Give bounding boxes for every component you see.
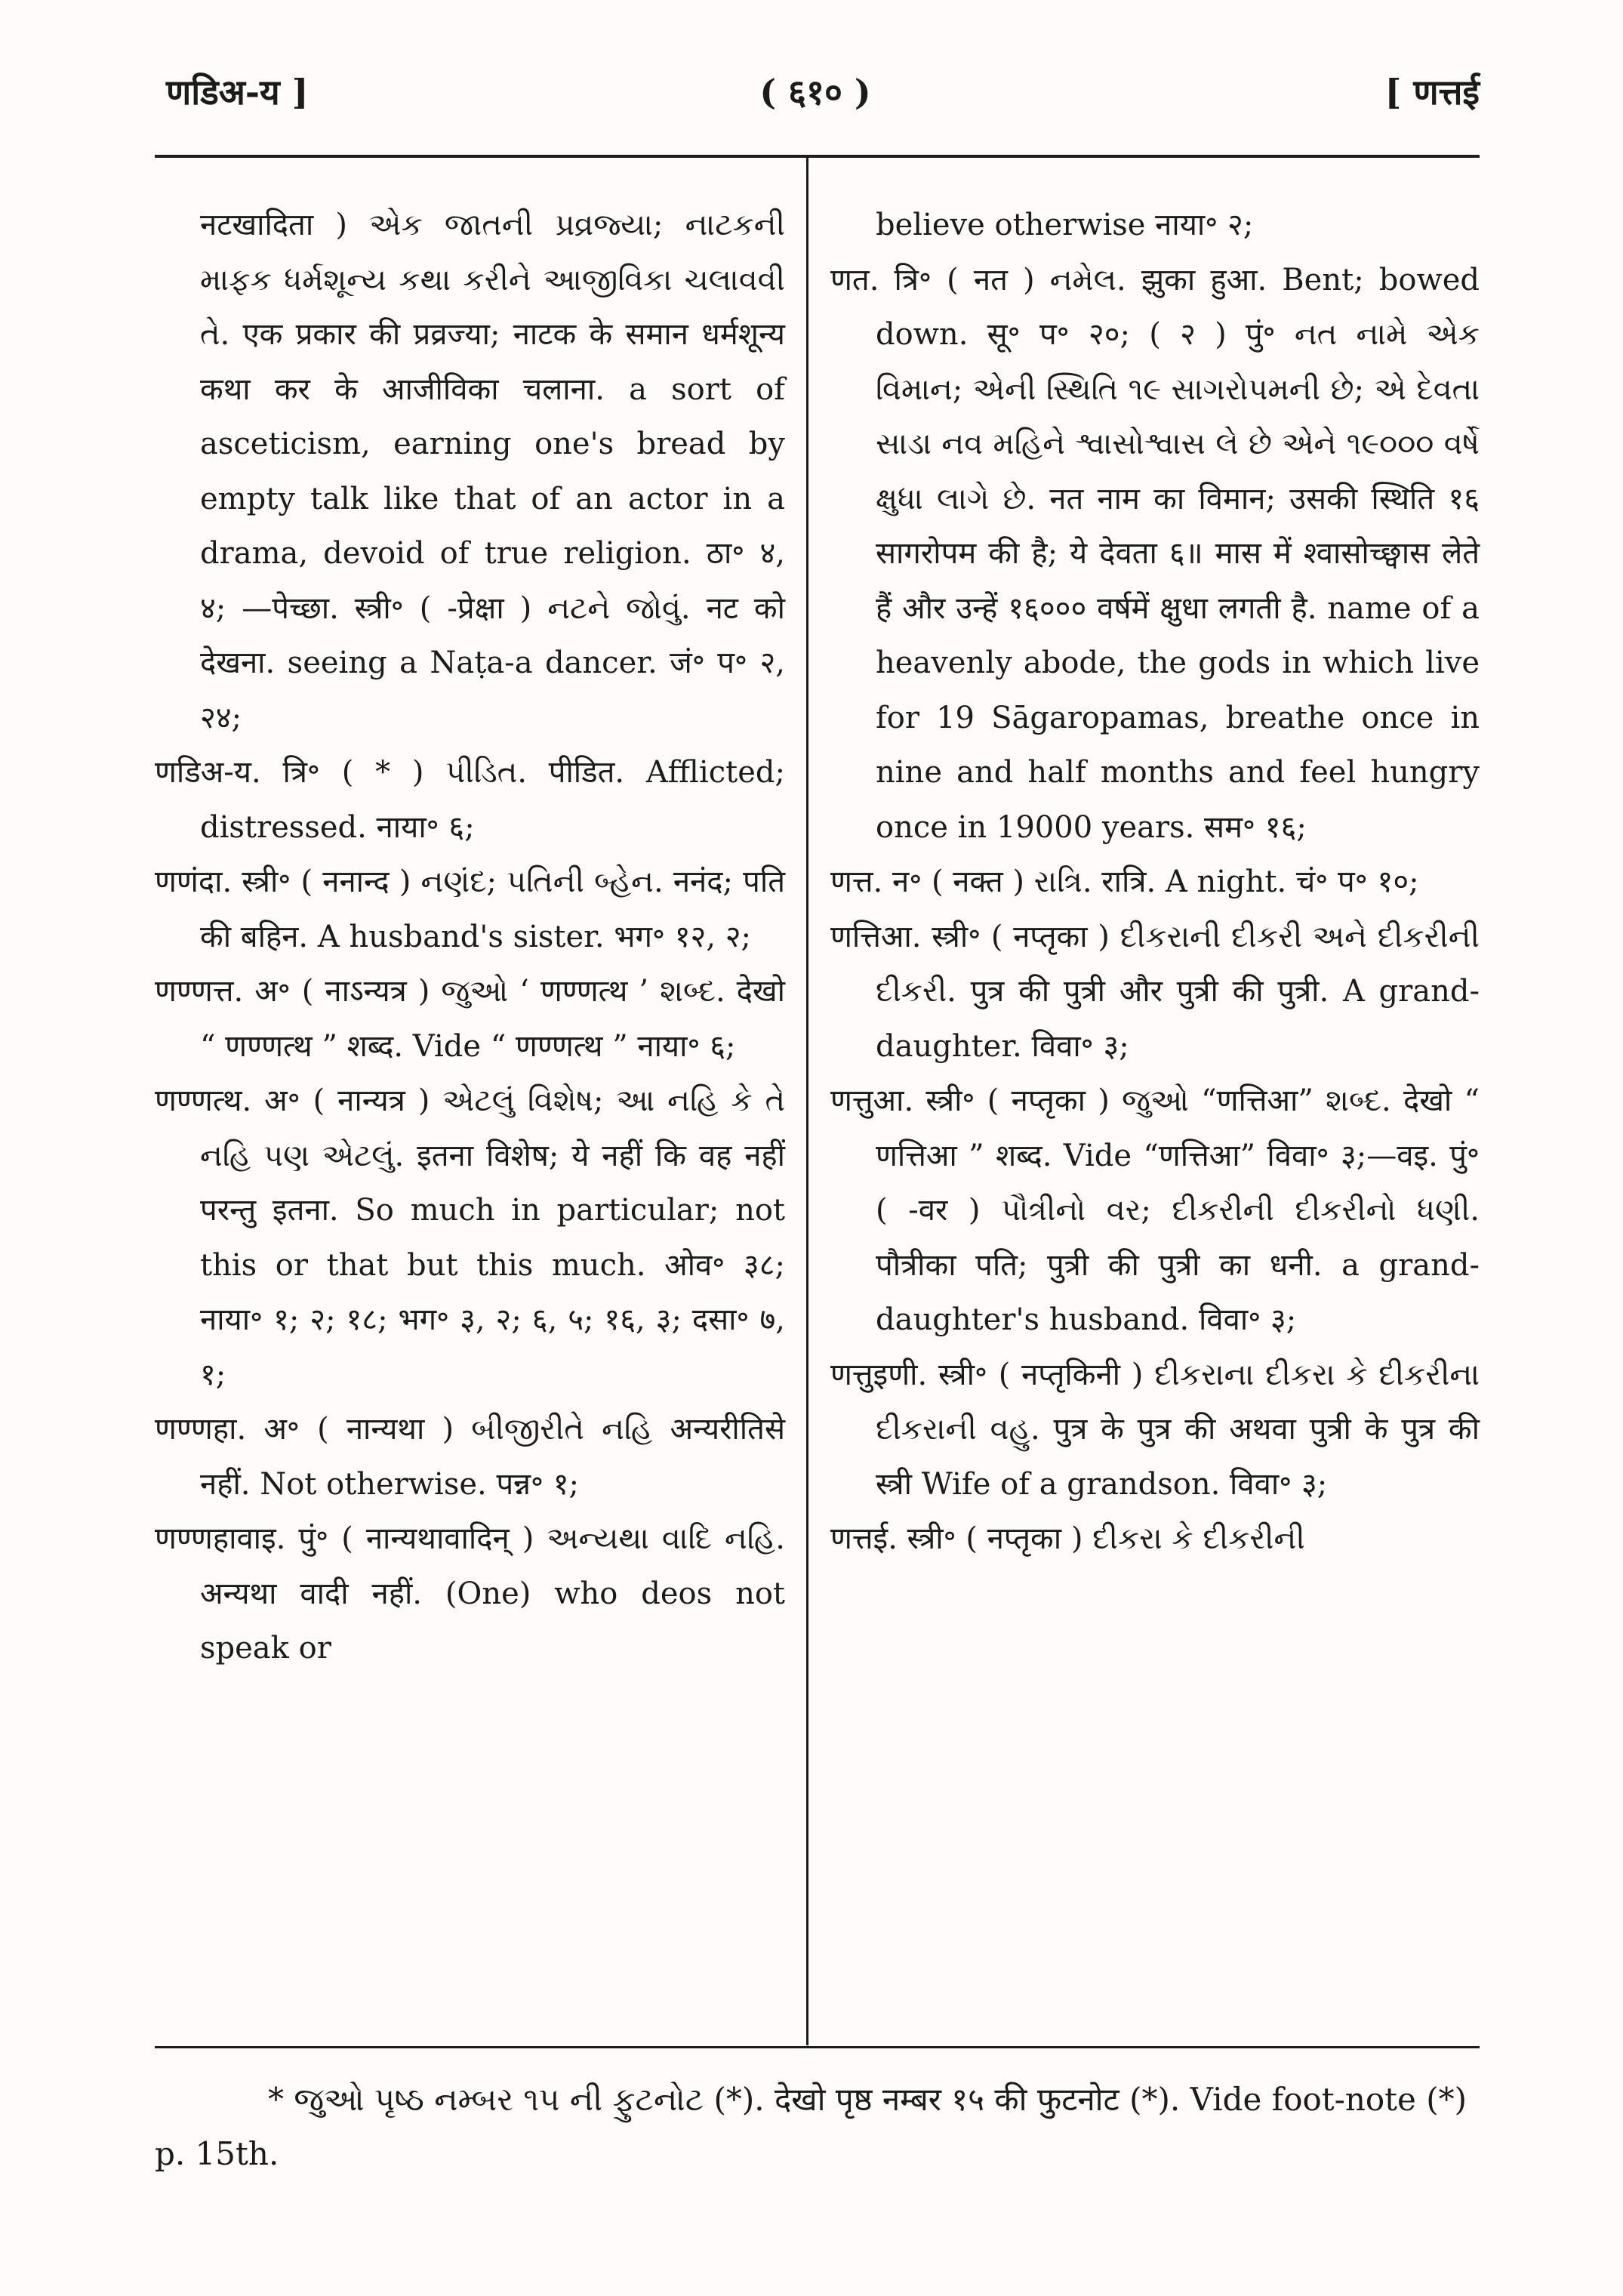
header-rule <box>155 155 1480 158</box>
dictionary-entry: णत्तुआ. स्त्री॰ ( नप्तृका ) જુઓ “णत्तिआ” શબ્દ. देखो “ णत्तिआ ” शब्द. Vide “णत्तिआ” विवा॰ ३;—वइ. पुं॰ ( -वर ) પૌત્રીનો વર; દીકરીની દીકરીનો ધણી. पौत्रीका पति; पुत्री की पुत्री का धनी. a grand-daughter's husband. विवा॰ ३; <box>830 1083 1480 1337</box>
dictionary-entry: णडिअ-य. त्रि॰ ( * ) પીડિત. पीडित. Afflicted; distressed. नाया॰ ६; <box>155 755 785 845</box>
right-column <box>830 198 1480 1567</box>
left-column <box>155 198 785 1676</box>
header-left-guideword: णडिअ-य ] <box>166 72 309 112</box>
header-right-guideword: [ णत्तई <box>1384 72 1480 112</box>
footnote: * જુઓ પૃષ્ઠ નમ્બર ૧૫ ની ફુટનોટ (*). देखो पृष्ठ नम्बर १५ की फुटनोट (*). Vide foot-note (*) p. 15th. <box>155 2081 1467 2172</box>
page-number: ( ६१० ) <box>759 72 871 112</box>
dictionary-entry: णत्तई. स्त्री॰ ( नप्तृका ) દીકરા કે દીકરીની <box>830 1521 1305 1556</box>
dictionary-entry: णण्णत्त. अ॰ ( नाऽन्यत्र ) જુઓ ‘ णण्णत्थ ’ શબ્દ. देखो “ णण्णत्थ ” शब्द. Vide “ णण्णत्थ ” नाया॰ ६; <box>155 974 785 1064</box>
footnote-rule <box>155 2046 1480 2048</box>
dictionary-entry: णण्णत्थ. अ॰ ( नान्यत्र ) એટલું વિશેષ; આ નહિ કે તે નહિ પણ એટલું. इतना विशेष; ये नहीं कि वह नहीं परन्तु इतना. So much in particular; not this or that but this much. ओव॰ ३८; नाया॰ १; २; १८; भग॰ ३, २; ६, ५; १६, ३; दसा॰ ७, १; <box>155 1083 785 1392</box>
dictionary-entry: णणंदा. स्त्री॰ ( ननान्द ) નણંદ; પતિની બ્હેન. ननंद; पति की बहिन. A husband's sister. भग॰ १२, २; <box>155 864 785 954</box>
dictionary-entry: णत. त्रि॰ ( नत ) નમેલ. झुका हुआ. Bent; bowed down. सू॰ प॰ २०; ( २ ) पुं॰ નત નામે એક વિમાન; એની સ્થિતિ ૧૯ સાગરોપમની છે; એ દેવતા સાડા નવ મહિને શ્વાસોશ્વાસ લે છે એને ૧૯૦૦૦ વર્ષે ક્ષુધા લાગે છે. नत नाम का विमान; उसकी स्थिति १६ सागरोपम की है; ये देवता ६॥ मास में श्वासोच्छ्वास लेते हैं और उन्हें १६००० वर्षमें क्षुधा लगती है. name of a heavenly abode, the gods in which live for 19 Sāgaropamas, breathe once in nine and half months and feel hungry once in 19000 years. सम॰ १६; <box>830 262 1480 845</box>
dictionary-entry: णत्त. न॰ ( नक्त ) રાત્રિ. रात्रि. A night. चं॰ प॰ १०; <box>830 864 1419 899</box>
dictionary-entry: णण्णहावाइ. पुं॰ ( नान्यथावादिन् ) અન્યથા વાદિ નહિ. अन्यथा वादी नहीं. (One) who deos not speak or <box>155 1521 785 1666</box>
dictionary-entry: नटखादिता ) એક જાતની પ્રવ્રજ્યા; નાટકની માફક ધર્મશૂન્ય કથા કરીને આજીવિકા ચલાવવી તે. एक प्रकार की प्रव्रज्या; नाटक के समान धर्मशून्य कथा कर के आजीविका चलाना. a sort of asceticism, earning one's bread by empty talk like that of an actor in a drama, devoid of true religion. ठा॰ ४, ४; —पेच्छा. स्त्री॰ ( -प्रेक्षा ) નટને જોવું. नट को देखना. seeing a Naṭa-a dancer. जं॰ प॰ २, २४; <box>200 208 785 735</box>
dictionary-entry: णण्णहा. अ॰ ( नान्यथा ) બીજીરીતે નહિ अन्यरीतिसे नहीं. Not otherwise. पन्न॰ १; <box>155 1412 785 1502</box>
dictionary-entry: णत्तिआ. स्त्री॰ ( नप्तृका ) દીકરાની દીકરી અને દીકરીની દીકરી. पुत्र की पुत्री और पुत्री की पुत्री. A grand-daughter. विवा॰ ३; <box>830 919 1480 1064</box>
page-header <box>151 60 1480 128</box>
column-divider <box>806 158 808 2045</box>
dictionary-entry: believe otherwise नाया॰ २; <box>876 208 1254 242</box>
dictionary-entry: णत्तुइणी. स्त्री॰ ( नप्तृकिनी ) દીકરાના દીકરા કે દીકરીના દીકરાની વહુ. पुत्र के पुत्र की अथवा पुत्री के पुत्र की स्त्री Wife of a grandson. विवा॰ ३; <box>830 1357 1480 1502</box>
